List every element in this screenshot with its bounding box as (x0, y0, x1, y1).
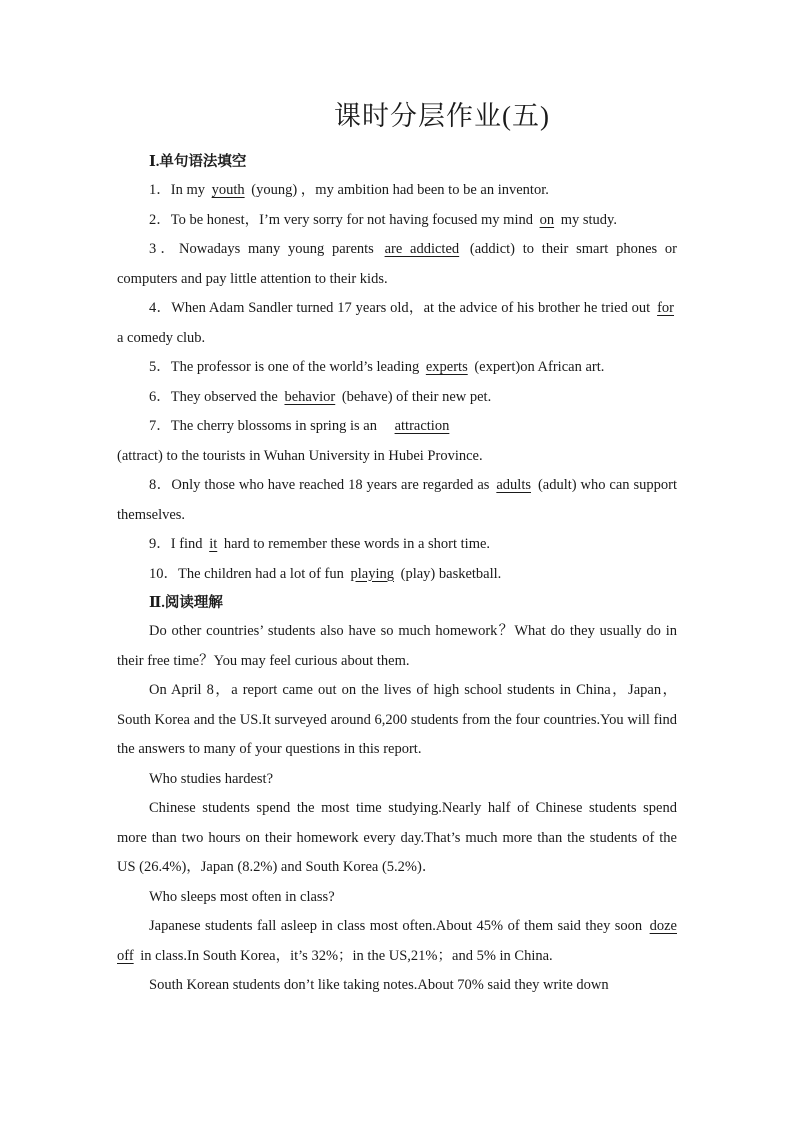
reading-paragraph-1: Do other countries’ students also have so much homework？What do they usually do in their free time？You may feel curious about them. (117, 623, 677, 669)
answer-blank: behavior (284, 388, 336, 405)
answer-blank: for (657, 300, 675, 316)
reading-subheading-2: Who sleeps most often in class? (149, 888, 335, 905)
worksheet-page (117, 96, 677, 1001)
question-8: 8．Only those who have reached 18 years are regarded as adults (adult) who can support themselves. (117, 477, 677, 523)
question-5: 5．The professor is one of the world’s leading experts (expert)on African art. (149, 359, 605, 375)
question-6: 6．They observed the behavior (behave) of their new pet. (149, 388, 492, 405)
question-7-continued: (attract) to the tourists in Wuhan University in Hubei Province. (117, 447, 483, 464)
section-heading-reading: Ⅱ.阅读理解 (149, 595, 223, 611)
underlined-phrase: doze off (117, 918, 677, 964)
reading-subheading-1: Who studies hardest? (149, 770, 274, 787)
answer-blank: attraction (394, 418, 450, 434)
answer-blank: youth (211, 182, 245, 198)
question-3: 3．Nowadays many young parents are addicted (addict) to their smart phones or computers and pay little attention to their kids. (117, 241, 677, 287)
reading-paragraph-2: On April 8，a report came out on the lives of high school students in China，Japan，South Korea and the US.It surveyed around 6,200 students from the four countries.You will find the answers to many of your questions in this report. (117, 682, 677, 757)
reading-paragraph-3: Chinese students spend the most time studying.Nearly half of Chinese students spend more than two hours on their homework every day.That’s much more than the students of the US (26.4%)，Japan (8.2%) and South Korea (5.2%)． (117, 800, 677, 875)
question-7: 7．The cherry blossoms in spring is an attraction (117, 412, 677, 442)
question-4: 4．When Adam Sandler turned 17 years old，at the advice of his brother he tried out for a comedy club. (117, 294, 677, 353)
answer-blank: it (209, 536, 218, 552)
reading-paragraph-4: Japanese students fall asleep in class most often.About 45% of them said they soon doze off in class.In South Korea，it’s 32%；in the US,21%；and 5% in China. (117, 918, 677, 964)
reading-paragraph-5: South Korean students don’t like taking notes.About 70% said they write down (149, 977, 609, 993)
question-9: 9．I find it hard to remember these words in a short time. (149, 536, 491, 552)
question-1: 1．In my youth (young) ，my ambition had been to be an inventor. (149, 182, 549, 198)
question-10: 10．The children had a lot of fun playing (play) basketball. (149, 565, 502, 582)
answer-blank: experts (425, 359, 468, 375)
page-title: 课时分层作业(五) (334, 101, 550, 131)
question-2: 2．To be honest，I’m very sorry for not having focused my mind on my study. (149, 211, 617, 228)
answer-blank: on (539, 211, 555, 228)
answer-blank: are addicted (384, 241, 460, 257)
section-heading-grammar: Ⅰ.单句语法填空 (149, 154, 247, 170)
answer-blank: adults (496, 477, 531, 493)
answer-blank: playing (350, 565, 395, 582)
